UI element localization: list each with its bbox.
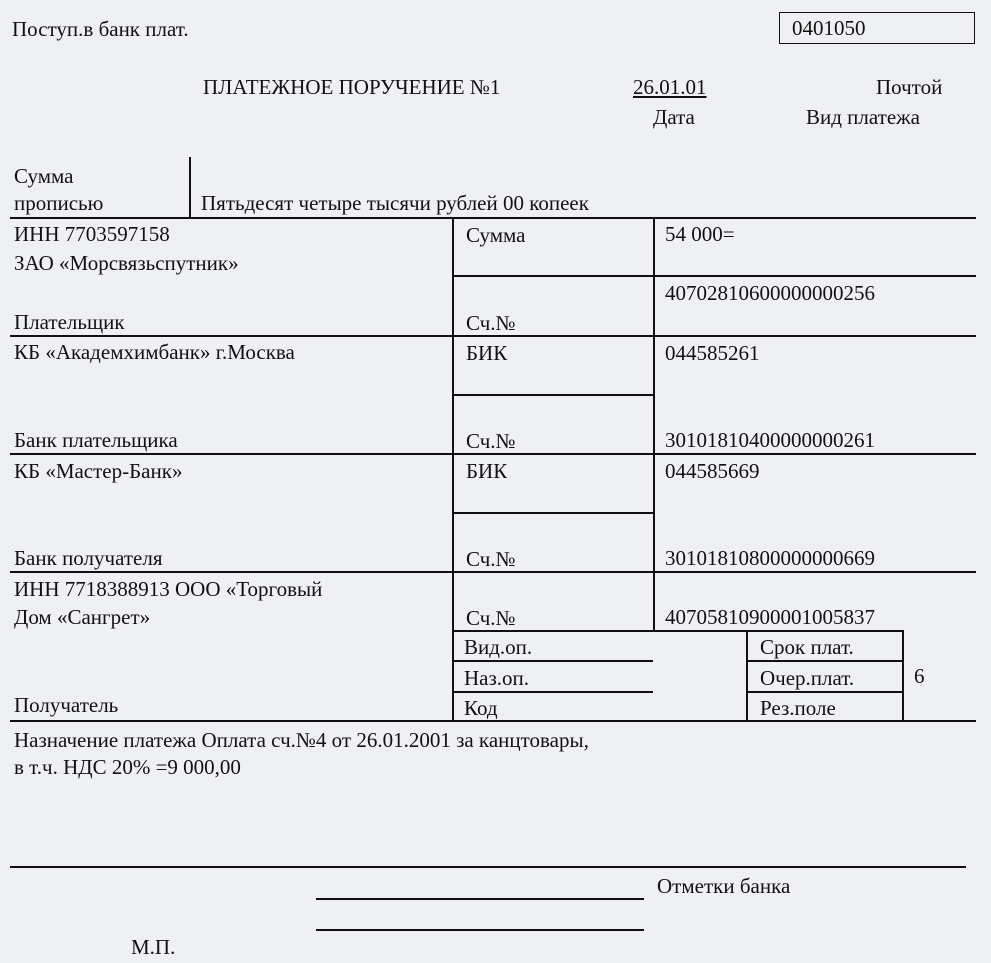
payer-name: ЗАО «Морсвязьспутник» bbox=[14, 251, 239, 275]
stamp-label: М.П. bbox=[131, 935, 176, 959]
payer-bank-label: Банк плательщика bbox=[14, 428, 178, 452]
rez-pole-label: Рез.поле bbox=[760, 696, 836, 720]
date-caption: Дата bbox=[653, 105, 695, 129]
divider bbox=[746, 660, 902, 662]
received-in-bank-label: Поступ.в банк плат. bbox=[12, 17, 189, 41]
divider bbox=[452, 394, 653, 396]
kod-label: Код bbox=[464, 696, 498, 720]
bank-marks-label: Отметки банка bbox=[657, 874, 791, 898]
divider bbox=[902, 630, 904, 721]
divider bbox=[10, 217, 976, 219]
payer-bank-name: КБ «Академхимбанк» г.Москва bbox=[14, 340, 295, 364]
payer-bank-account-label: Сч.№ bbox=[466, 429, 516, 453]
recipient-account-label: Сч.№ bbox=[466, 606, 516, 630]
divider bbox=[746, 691, 902, 693]
vid-op-label: Вид.оп. bbox=[464, 635, 533, 659]
form-code: 0401050 bbox=[792, 16, 866, 40]
divider bbox=[653, 217, 655, 631]
payer-bank-bik-label: БИК bbox=[466, 341, 508, 365]
payer-bank-account-value: 30101810400000000261 bbox=[665, 428, 875, 452]
recipient-label: Получатель bbox=[14, 693, 119, 717]
divider bbox=[452, 275, 976, 277]
payment-type-caption: Вид платежа bbox=[806, 105, 921, 129]
recipient-account-value: 40705810900001005837 bbox=[665, 605, 875, 629]
recipient-line-2: Дом «Сангрет» bbox=[14, 605, 151, 629]
payer-account-value: 40702810600000000256 bbox=[665, 281, 875, 305]
recipient-bank-account-label: Сч.№ bbox=[466, 547, 516, 571]
payment-method-value: Почтой bbox=[876, 75, 943, 99]
payment-purpose-line-2: в т.ч. НДС 20% =9 000,00 bbox=[14, 755, 241, 779]
ocher-plat-label: Очер.плат. bbox=[760, 666, 855, 690]
payer-label: Плательщик bbox=[14, 310, 125, 334]
recipient-bank-account-value: 30101810800000000669 bbox=[665, 546, 875, 570]
payer-account-label: Сч.№ bbox=[466, 311, 516, 335]
divider bbox=[746, 630, 748, 721]
divider bbox=[10, 720, 976, 722]
divider bbox=[10, 571, 976, 573]
divider bbox=[10, 335, 976, 337]
recipient-bank-bik-value: 044585669 bbox=[665, 459, 760, 483]
signature-line bbox=[316, 898, 644, 900]
divider bbox=[452, 630, 903, 632]
ocher-plat-value: 6 bbox=[914, 664, 925, 688]
sum-label: Сумма bbox=[466, 223, 526, 247]
recipient-bank-name: КБ «Мастер-Банк» bbox=[14, 459, 183, 483]
divider bbox=[452, 660, 653, 662]
amount-words-value: Пятьдесят четыре тысячи рублей 00 копеек bbox=[201, 191, 589, 215]
divider bbox=[452, 512, 653, 514]
naz-op-label: Наз.оп. bbox=[464, 666, 530, 690]
recipient-bank-bik-label: БИК bbox=[466, 459, 508, 483]
signature-line bbox=[316, 929, 644, 931]
divider bbox=[10, 866, 966, 868]
divider bbox=[452, 217, 454, 721]
payer-bank-bik-value: 044585261 bbox=[665, 341, 760, 365]
document-title: ПЛАТЕЖНОЕ ПОРУЧЕНИЕ №1 bbox=[203, 75, 501, 99]
date-value: 26.01.01 bbox=[633, 75, 707, 99]
form-code-box bbox=[779, 12, 975, 44]
divider bbox=[10, 453, 976, 455]
amount-words-label-2: прописью bbox=[14, 191, 104, 215]
divider bbox=[452, 691, 653, 693]
srok-plat-label: Срок плат. bbox=[760, 635, 854, 659]
sum-value: 54 000= bbox=[665, 222, 735, 246]
recipient-line-1: ИНН 7718388913 ООО «Торговый bbox=[14, 577, 323, 601]
divider bbox=[189, 157, 191, 218]
payer-inn: ИНН 7703597158 bbox=[14, 222, 170, 246]
payment-purpose-line-1: Назначение платежа Оплата сч.№4 от 26.01.2001 за канцтовары, bbox=[14, 728, 589, 752]
amount-words-label-1: Сумма bbox=[14, 164, 74, 188]
recipient-bank-label: Банк получателя bbox=[14, 546, 163, 570]
